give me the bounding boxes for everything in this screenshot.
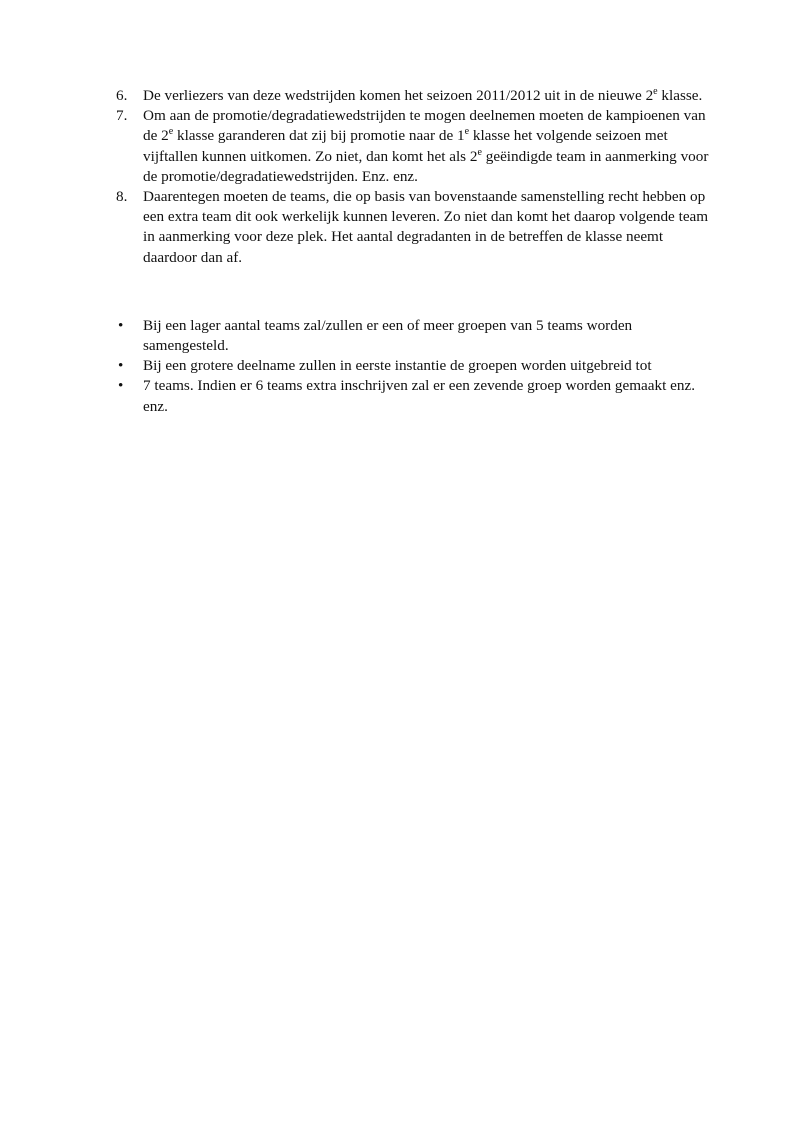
ordinal-superscript: e: [168, 126, 174, 138]
list-item: [110, 187, 710, 268]
list-item-text: Bij een lager aantal teams zal/zullen er een of meer groepen van 5 teams worden samengesteld.: [143, 316, 633, 355]
list-item: [110, 106, 710, 187]
ordinal-superscript: e: [653, 85, 658, 97]
list-item-text-part: De verliezers van deze wedstrijden komen het seizoen 2011/2012 uit in de nieuwe 2: [143, 87, 654, 104]
bullet-icon: •: [118, 377, 124, 395]
list-item-text-part: geëindigde team in aanmerking voor de promotie/degradatiewedstrijden. Enz. enz.: [143, 147, 709, 185]
list-item-text: Daarentegen moeten de teams, die op basis van bovenstaande samenstelling recht hebben op een extra team dit ook werkelijk kunnen leveren. Zo niet dan komt het daarop volgende team in aanmerking voor deze plek. Het aantal degradanten in de betreffen de klasse neemt daardoor dan af.: [143, 188, 709, 266]
list-item-marker: 7.: [116, 107, 128, 125]
list-item-text-part: klasse garanderen dat zij bij promotie naar de 1: [173, 127, 465, 145]
document-body: [110, 86, 710, 417]
bullet-icon: •: [118, 357, 124, 375]
list-item: [110, 316, 710, 356]
list-item-text-part: klasse.: [657, 87, 703, 104]
list-item-text: [143, 106, 710, 187]
list-item: [110, 86, 710, 106]
bullet-list: [110, 316, 710, 417]
section-spacer: [110, 268, 710, 316]
list-item-text: [143, 86, 710, 106]
list-item: [110, 356, 710, 376]
list-item: [110, 376, 710, 416]
ordinal-superscript: e: [464, 126, 470, 138]
list-item-text: Bij een grotere deelname zullen in eerste instantie de groepen worden uitgebreid tot: [143, 357, 652, 375]
bullet-icon: •: [118, 316, 124, 334]
list-item-text: 7 teams. Indien er 6 teams extra inschrijven zal er een zevende groep worden gemaakt enz. enz.: [143, 377, 695, 415]
list-item-marker: 6.: [116, 87, 128, 104]
list-item-text-part: Om aan de promotie/degradatiewedstrijden te mogen deelnemen moeten de kampioenen van de 2: [143, 107, 706, 145]
numbered-list: [110, 86, 710, 268]
ordinal-superscript: e: [477, 146, 482, 158]
list-item-text-part: klasse het volgende seizoen met vijftallen kunnen uitkomen. Zo niet, dan komt het als 2: [143, 127, 668, 165]
list-item-marker: 8.: [116, 188, 128, 206]
